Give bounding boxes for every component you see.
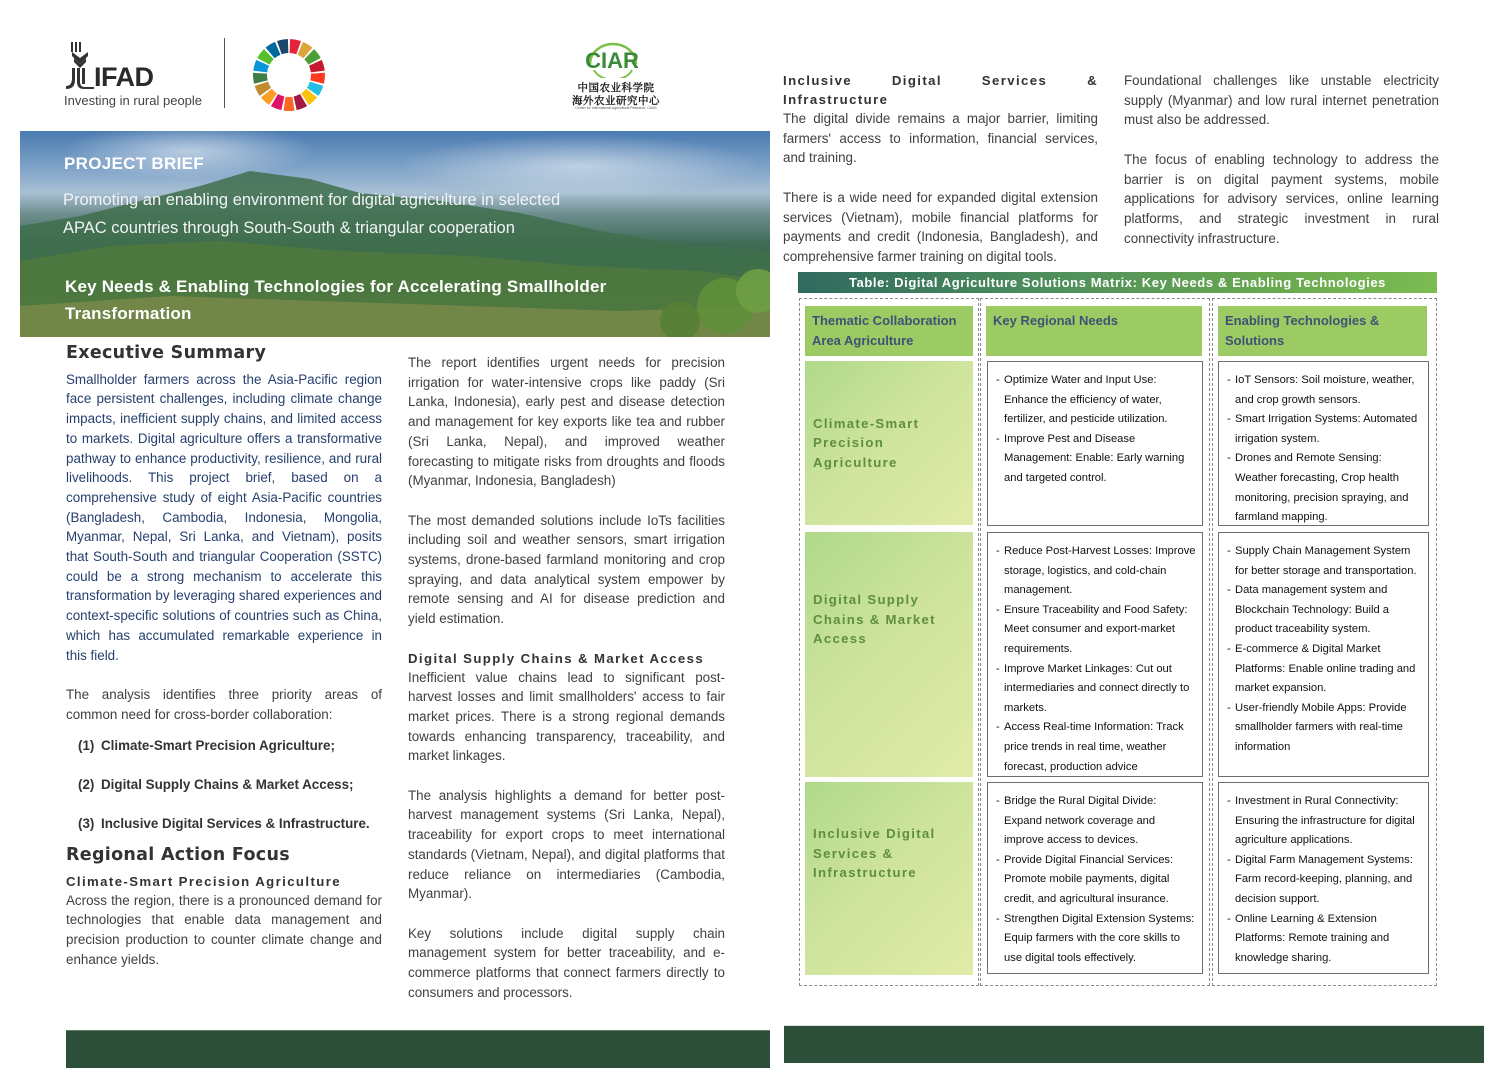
tech-item: - Data management system and Blockchain Technology: Build a product traceability system. <box>1227 581 1422 640</box>
sdg-wheel-icon <box>252 38 326 112</box>
sdg-wheel-segment <box>253 73 268 84</box>
table-needs-cell <box>987 532 1203 777</box>
wheat-icon <box>64 40 96 90</box>
climate-smart-p2: The report identifies urgent needs for precision irrigation for water-intensive crops like paddy (Sri Lanka, Indonesia), early pest and disease detection and management for key exports like tea and rubber (Sri Lanka, Nepal), and improved weather forecasting to mitigate risks from droughts and floods (Myanmar, Indonesia, Bangladesh) <box>408 355 725 489</box>
supply-chain-heading: Digital Supply Chains & Market Access <box>408 650 705 666</box>
ifad-wordmark: IFAD <box>94 62 154 92</box>
ifad-logo <box>64 40 204 110</box>
needs-item: - Optimize Water and Input Use: Enhance the efficiency of water, fertilizer, and pesticide utilization. <box>996 371 1196 430</box>
banner-label: PROJECT BRIEF <box>64 154 204 173</box>
inclusive-heading: Inclusive Digital Services & Infrastructure <box>783 73 1098 107</box>
banner-subtitle: Promoting an enabling environment for digital agriculture in selected APAC countries through South-South & triangular cooperation <box>63 191 561 237</box>
needs-item: - Access Real-time Information: Track price trends in real time, weather forecast, production advice <box>996 718 1196 777</box>
inclusive-p2: There is a wide need for expanded digital extension services (Vietnam), mobile financial platforms for payments and credit (Indonesia, Bangladesh), and comprehensive farmer training on digital tools. <box>783 189 1098 264</box>
table-header-needs: Key Regional Needs <box>986 306 1202 356</box>
tech-item: - Investment in Rural Connectivity: Ensuring the infrastructure for digital agriculture applications. <box>1227 792 1422 851</box>
table-area-cell: Digital Supply Chains & Market Access <box>805 532 973 777</box>
priority-item: (3) Inclusive Digital Services & Infrastructure. <box>78 816 370 832</box>
tech-item: - IoT Sensors: Soil moisture, weather, and crop growth sensors. <box>1227 371 1422 410</box>
tech-item: - Online Learning & Extension Platforms: Remote training and knowledge sharing. <box>1227 910 1422 969</box>
sdg-wheel-segment <box>283 97 294 111</box>
table-area-cell: Climate-Smart Precision Agriculture <box>805 361 973 525</box>
analysis-intro: The analysis identifies three priority areas of common need for cross-border collaboration: <box>66 686 382 722</box>
needs-item: - Provide Digital Financial Services: Promote mobile payments, digital credit, and agricultural insurance. <box>996 851 1196 910</box>
supply-chain-p1: Inefficient value chains lead to significant post-harvest losses and limit smallholders' access to fair market prices. There is a strong regional demands towards enhancing transparency, traceability, and market linkages. <box>408 669 725 764</box>
column-inclusive-services <box>783 71 1098 267</box>
ciar-chinese-line1: 中国农业科学院 <box>577 82 655 94</box>
banner-title: Key Needs & Enabling Technologies for Accelerating Smallholder Transformation <box>65 277 607 323</box>
ciar-wordmark: CIAR <box>585 48 639 73</box>
needs-item: - Ensure Traceability and Food Safety: Meet consumer and export-market requirements. <box>996 601 1196 660</box>
table-tech-cell <box>1218 361 1429 526</box>
tech-item: - Supply Chain Management System for better storage and transportation. <box>1227 542 1422 581</box>
priority-item: (1) Climate-Smart Precision Agriculture; <box>78 738 335 754</box>
column-inclusive-continued <box>1124 71 1439 248</box>
column-regional-continued <box>408 353 725 1002</box>
supply-chain-p2: The analysis highlights a demand for better post-harvest management systems (Sri Lanka, Nepal), traceability for export crops to meet international standards (Vietnam, Nepal), and digital platforms that reduce reliance on intermediaries (Cambodia, Myanmar). <box>408 787 725 902</box>
table-needs-cell <box>987 782 1203 974</box>
tech-item: - Digital Farm Management Systems: Farm record-keeping, planning, and decision support. <box>1227 851 1422 910</box>
priority-item: (2) Digital Supply Chains & Market Access; <box>78 777 354 793</box>
table-header-technologies: Enabling Technologies & Solutions <box>1218 306 1427 356</box>
needs-item: - Improve Market Linkages: Cut out intermediaries and connect directly to markets. <box>996 660 1196 719</box>
needs-item: - Bridge the Rural Digital Divide: Expand network coverage and improve access to devices. <box>996 792 1196 851</box>
table-tech-cell <box>1218 782 1429 974</box>
table-area-cell: Inclusive Digital Services & Infrastructure <box>805 782 973 975</box>
climate-smart-p1: Across the region, there is a pronounced demand for technologies that enable data management and precision production to counter climate change and enhance yields. <box>66 892 382 967</box>
regional-action-heading: Regional Action Focus <box>66 844 290 865</box>
ifad-tagline: Investing in rural people <box>64 93 203 108</box>
sdg-wheel-segment <box>310 73 325 84</box>
logo-divider <box>224 38 225 108</box>
inclusive-p1: The digital divide remains a major barrier, limiting farmers' access to information, financial services, and training. <box>783 111 1098 166</box>
tech-item: - Drones and Remote Sensing: Weather forecasting, Crop health monitoring, precision spraying, and farmland mapping. <box>1227 449 1422 527</box>
climate-smart-p3: The most demanded solutions include IoTs facilities including soil and weather sensors, smart irrigation systems, drone-based farmland monitoring and crop spraying, and data analytical system empower by remote sensing and AI for disease prediction and yield estimation. <box>408 512 725 627</box>
tech-item: - Smart Irrigation Systems: Automated irrigation system. <box>1227 410 1422 449</box>
needs-item: - Strengthen Digital Extension Systems: Equip farmers with the core skills to use digital tools effectively. <box>996 910 1196 969</box>
footer-bar-right <box>784 1025 1484 1063</box>
project-banner <box>20 131 770 337</box>
supply-chain-p3: Key solutions include digital supply chain management system for better traceability, and e-commerce platforms that connect farmers directly to consumers and processors. <box>408 925 725 1000</box>
column-executive-summary <box>66 344 382 969</box>
table-tech-cell <box>1218 532 1429 777</box>
tech-item: - User-friendly Mobile Apps: Provide smallholder farmers with real-time information <box>1227 699 1422 758</box>
inclusive-p3: Foundational challenges like unstable electricity supply (Myanmar) and low rural internet penetration must also be addressed. <box>1124 73 1439 128</box>
inclusive-p4: The focus of enabling technology to address the barrier is on digital payment systems, mobile applications for advisory services, online learning platforms, and strategic investment in rural connectivity infrastructure. <box>1124 151 1439 246</box>
table-title: Table: Digital Agriculture Solutions Matrix: Key Needs & Enabling Technologies <box>798 272 1437 293</box>
needs-item: - Improve Pest and Disease Management: Enable: Early warning and targeted control. <box>996 430 1196 489</box>
table-header-area: Thematic Collaboration Area Agriculture <box>805 306 973 356</box>
table-needs-cell <box>987 361 1203 526</box>
executive-summary-body: Smallholder farmers across the Asia-Pacific region face persistent challenges, including climate change impacts, inefficient supply chains, and limited access to markets. Digital agriculture offers a transformative pathway to enhance productivity, resilience, and rural livelihoods. This project brief, based on a comprehensive study of eight Asia-Pacific countries (Bangladesh, Cambodia, Indonesia, Mongolia, Myanmar, Nepal, Sri Lanka, and Vietnam), posits that South-South and triangular Cooperation (SSTC) could be a strong mechanism to accelerate this transformation by leveraging shared experiences and context-specific solutions of countries such as China, which has accumulated remarkable experience in this field. <box>66 371 382 663</box>
ciar-chinese-line2: 海外农业研究中心 <box>572 95 660 107</box>
priority-list <box>66 736 382 834</box>
needs-item: - Reduce Post-Harvest Losses: Improve storage, logistics, and cold-chain management. <box>996 542 1196 601</box>
ciar-logo <box>568 38 664 108</box>
climate-smart-heading: Climate-Smart Precision Agriculture <box>66 873 341 889</box>
tech-item: - E-commerce & Digital Market Platforms: Enable online trading and market expansion. <box>1227 640 1422 699</box>
executive-summary-heading: Executive Summary <box>66 343 267 363</box>
footer-bar-left <box>66 1030 770 1068</box>
ciar-english-name: Center for International Agricultural Research, CAAS <box>575 106 657 110</box>
